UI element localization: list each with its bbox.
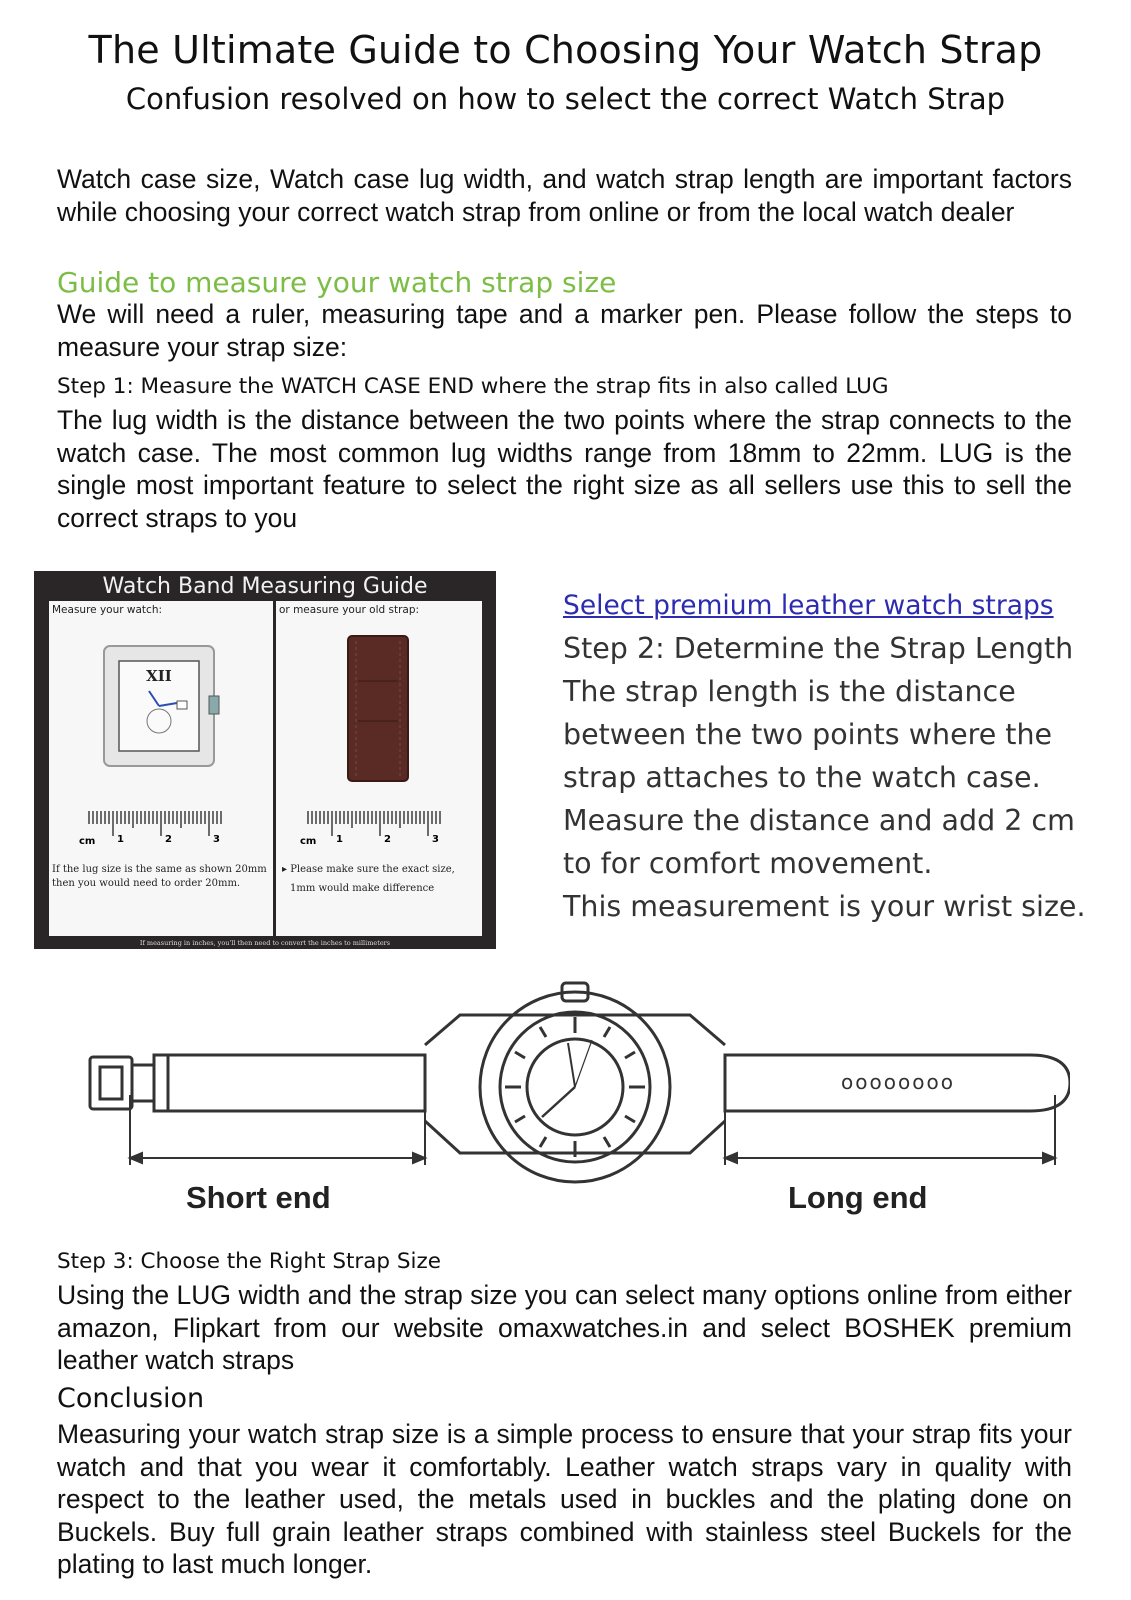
intro-paragraph: Watch case size, Watch case lug width, and watch strap length are important factors while choosing your correct watch strap from online or from the local watch dealer — [57, 164, 1072, 227]
step3-heading: Step 3: Choose the Right Strap Size — [57, 1249, 442, 1274]
strap-illustration — [276, 621, 482, 821]
step1-heading: Step 1: Measure the WATCH CASE END where the strap fits in also called LUG — [57, 374, 889, 399]
step2-line-5: to for comfort movement. — [563, 847, 933, 880]
ruler-tick-2: 2 — [165, 834, 172, 845]
guide-panel-strap — [276, 601, 482, 936]
ruler-tick-3-right: 3 — [432, 834, 439, 845]
guide-title: Watch Band Measuring Guide — [102, 574, 428, 599]
step2-heading: Step 2: Determine the Strap Length — [563, 632, 1074, 665]
step2-line-1: The strap length is the distance — [563, 675, 1016, 708]
strap-holes: oooooooo — [841, 1070, 955, 1094]
step2-line-3: strap attaches to the watch case. — [563, 761, 1041, 794]
ruler-tick-1-right: 1 — [336, 834, 343, 845]
step2-line-6: This measurement is your wrist size. — [563, 890, 1086, 923]
guide-label-strap: or measure your old strap: — [279, 604, 420, 616]
page-subtitle: Confusion resolved on how to select the correct Watch Strap — [125, 82, 1006, 116]
measure-paragraph: We will need a ruler, measuring tape and a marker pen. Please follow the steps to measure your strap size: — [57, 299, 1072, 362]
ruler-unit-right: cm — [300, 836, 317, 847]
ruler-tick-2-right: 2 — [384, 834, 391, 845]
conclusion-paragraph: Measuring your watch strap size is a simple process to ensure that your strap fits your watch and that you wear it comfortably. Leather watch straps vary in quality with respect to the leather used, the metals used in buckles and the plating done on Buckels. Buy full grain leather straps combined with stainless steel Buckels for the plating to last much longer. — [57, 1419, 1072, 1579]
ruler-right — [276, 806, 482, 866]
premium-straps-link[interactable]: Select premium leather watch straps — [563, 590, 1054, 621]
step2-line-2: between the two points where the — [563, 718, 1053, 751]
watch-face-illustration — [49, 621, 273, 821]
page-title: The Ultimate Guide to Choosing Your Watch Strap — [88, 28, 1043, 72]
measure-heading: Guide to measure your watch strap size — [57, 266, 617, 299]
guide-note-strap-2: 1mm would make difference — [290, 883, 435, 894]
strap-length-diagram — [80, 975, 1070, 1230]
step2-line-4: Measure the distance and add 2 cm — [563, 804, 1075, 837]
ruler-tick-1: 1 — [117, 834, 124, 845]
ruler-unit: cm — [79, 836, 96, 847]
guide-label-watch: Measure your watch: — [52, 604, 163, 616]
watch-numeral: XII — [146, 667, 172, 685]
step3-paragraph: Using the LUG width and the strap size you can select many options online from either amazon, Flipkart from our website omaxwatches.in and select BOSHEK premium leather watch straps — [57, 1280, 1072, 1375]
long-end-label: Long end — [788, 1180, 928, 1215]
guide-note-watch: If the lug size is the same as shown 20mm then you would need to order 20mm. — [52, 864, 267, 889]
watch-strap-illustration — [80, 975, 1070, 1190]
guide-note-strap-1: ▸ Please make sure the exact size, — [282, 864, 455, 875]
ruler-tick-3: 3 — [213, 834, 220, 845]
short-end-label: Short end — [186, 1180, 331, 1215]
step1-paragraph: The lug width is the distance between the two points where the strap connects to the watch case. The most common lug widths range from 18mm to 22mm. LUG is the single most important feature to select the right size as all sellers use this to sell the correct straps to you — [57, 405, 1072, 533]
measuring-guide-image — [34, 571, 496, 949]
conclusion-heading: Conclusion — [57, 1383, 205, 1414]
guide-footer: If measuring in inches, you'll then need to convert the inches to millimeters — [139, 939, 391, 947]
ruler-left — [49, 806, 273, 866]
guide-panel-watch — [49, 601, 273, 936]
